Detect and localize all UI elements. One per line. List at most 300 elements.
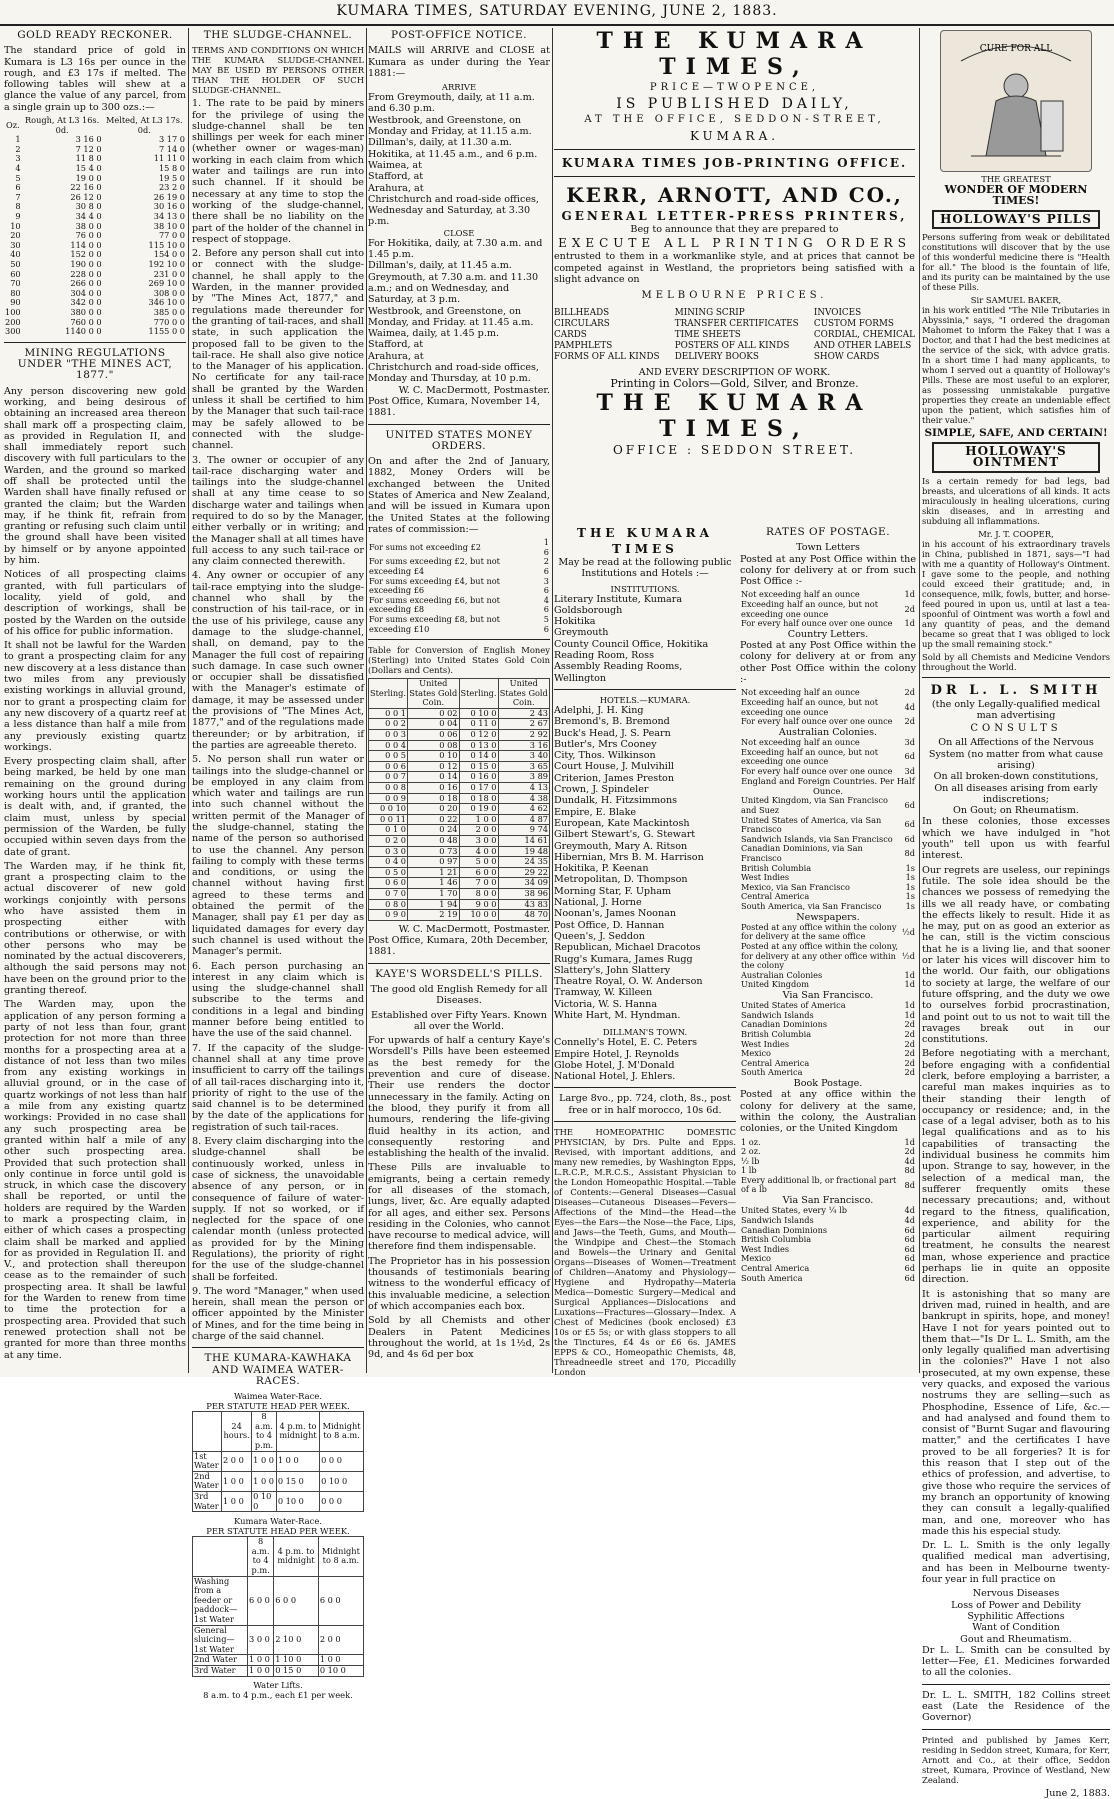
kaye-subtitle: The good old English Remedy for all Diseases. [370,983,548,1007]
oz-head: Oz. [6,119,20,130]
arrive-line: Waimea, at [368,159,422,171]
cell: 2nd Water [193,1471,222,1491]
cell: 0 12 [408,761,459,772]
conversion-row [369,804,550,815]
hygeia-engraving [941,31,1091,171]
divider [368,963,550,964]
regulation-paragraph: The Warden may, upon the application of any person forming a party of not less than four, grant protection for not more than three months for a prospecting area at a distance of not less than two miles from any existing workings in alluvial ground, or in the case of quartz workings of not less than half a mile from any existing quartz workings: Provided in no case shall any such prospecting area be granted within half a mile of any other such prospecting area. Provided that such protection shall only continue in force until gold is struck, in which case the discovery shall be reported, or until the holders are required by the Warden to mark a prospecting claim, in either of which cases a prospecting claim shall be marked and applied for as provided in Regulation II. and V., and protection shall thereupon cease as to the remainder of such prospecting area. It shall be lawful for the Warden to renew from time to time the protection for a prospecting area. Provided that such renewed protection shall not be granted for more than three months at any time. [4,999,186,1361]
cell: 6 0 0 [318,1576,363,1625]
print-item: TIME SHEETS [674,330,741,341]
cooper-text: in his account of his extraordinary travels in China, published in 1871, says—"I had with me a quantity of Holloway's Ointment. I gave some to the people, and nothing could exceed their gratitude; and, in consequence, milk, fowls, butter, and horse-feed poured in upon us, until at last a tea-spoonful of Ointment was worth a fowl and any quantity of peas, and the demand became so great that I was obliged to lock up the small remaining stock." [922,538,1110,649]
printing-colors: Printing in Colors—Gold, Silver, and Bronze. [610,377,859,391]
cell: 7 [15,191,21,202]
cell: 19 48 [498,846,549,857]
cell: 0 16 [408,783,459,794]
cell: 342 0 0 [70,297,102,308]
cell: 1 10 0 [274,1655,319,1666]
cell: United States of America [741,1000,846,1011]
rates-title: RATES OF POSTAGE. [765,526,891,538]
rate-row [740,717,916,727]
print-item: SHOW CARDS [813,352,880,363]
cell: 6 0 0 [459,867,498,878]
execute-line: EXECUTE ALL PRINTING ORDERS [558,236,911,251]
town-letters: Town Letters [796,542,860,554]
cell: 7 12 0 [75,143,102,154]
close-line: Dillman's, daily, at 11.45 a.m. [368,260,512,272]
cell: 8d [904,1165,915,1176]
imprint-date: June 2, 1883. [1045,1787,1110,1799]
times-published: IS PUBLISHED DAILY, [616,96,853,112]
seal-text: CURE FOR ALL [979,44,1053,54]
dr-paragraph: In these colonies, those excesses which we have indulged in "hot youth" tell upon us with fearful interest. [922,816,1110,862]
cell: 3 0 0 [459,836,498,847]
cell: 1155 0 0 [148,326,185,337]
close-line: Christchurch and road-side offices, Monday and Thursday, at 10 p.m. [368,362,539,385]
holloway-pills-banner: HOLLOWAY'S PILLS [932,210,1100,229]
conv-head: United States Gold Coin. [499,678,548,708]
cell: 1d [904,979,915,990]
cell: 300 [5,326,21,337]
conversion-row [369,899,550,910]
cell: 1 0 0 [248,1665,274,1676]
print-item: DELIVERY BOOKS [674,352,759,363]
sludge-paragraph: 9. The word "Manager," when used herein, shall mean the person or officer appointed by the Minister of Mines, and for the time being in charge of the said channel. [192,1285,364,1343]
print-items [554,308,915,363]
waimea-row [193,1471,364,1491]
cell: 6d [904,833,915,844]
close-label: CLOSE [443,227,475,238]
cell: 50 [10,258,21,269]
cell: 9 74 [498,825,549,836]
cell: 40 [10,249,21,260]
cell: 38 96 [498,888,549,899]
conversion-row [369,740,550,751]
close-list [368,238,550,385]
cell: 7 14 0 [158,143,185,154]
dr-paragraph: Dr. L. L. Smith is the only legally qualified medical man advertising, and has been in Melbourne twenty-four year in full practice on [922,1540,1110,1586]
cell: 0 15 0 [274,1665,319,1676]
cell: 1 [15,134,21,145]
cell: 15 8 0 [158,163,185,174]
cell: 0 73 [408,846,459,857]
arrive-line: Arahura, at [368,182,424,194]
sold-text: Sold by all Chemists and Medicine Vendors throughout the World. [922,651,1110,672]
conversion-row [369,708,550,719]
dr-line: On all diseases arising from early indiscretions; [934,782,1098,805]
column-sludge-channel [192,28,365,1700]
print-item: POSTERS OF ALL KINDS [674,341,790,352]
cell: West Indies [741,872,790,883]
conversion-place: Post Office, Kumara, 20th December, 1881. [368,935,549,958]
print-item: PAMPHLETS [554,341,613,352]
cell: 0 02 [408,708,459,719]
cell: 1 94 [408,899,459,910]
arrive-line: Hokitika, at 11.45 a.m., and 6 p.m. [368,148,538,160]
cell: 0 0 10 [369,804,408,815]
cell: 3 [15,153,21,164]
cell: 6d [904,1253,915,1264]
items-mid [675,308,799,363]
kaye-title: KAYE'S WORSDELL'S PILLS. [375,967,543,980]
cell: 0 10 [408,751,459,762]
column-rule [919,28,920,1373]
cell: 0 06 [408,730,459,741]
gold-table [4,116,186,337]
imprint: Printed and published by James Kerr, residing in Seddon street, Kumara, for Kerr, Arnott and Co., at their office, Seddon street, Kumara, Province of Westland, New Zealand. [922,1734,1110,1785]
print-item: AND OTHER LABELS [813,341,912,352]
divider [554,149,915,150]
sf-rates [740,1001,916,1078]
cell: 0 18 [408,793,459,804]
sludge-paragraph: 6. Each person purchasing an interest in any claim which is using the sludge-channel shall subscribe to the terms and conditions in a legal and binding manner before being entitled to have the use of the said channel. [192,960,364,1040]
cell: 114 0 0 [70,239,102,250]
read-title: THE KUMARA TIMES [577,526,713,556]
column-gold-reckoner [4,28,186,1370]
cell: 34 13 0 [153,211,185,222]
cell: 48 70 [498,910,549,921]
cell: 0 0 11 [369,814,408,825]
w-head: Midnight to 8 a.m. [320,1412,364,1451]
print-item: CORDIAL, CHEMICAL [813,330,915,341]
k-head: Midnight to 8 a.m. [318,1537,363,1576]
sludge-paragraph: 2. Before any person shall cut into or connect with the sludge-channel, he shall apply to the Warden, in the manner provided by "The Mines Act, 1877," and regulations made thereunder for the granting of tail-races, and shall state, in such application the proposed fall to be given to the tail-race. He shall also give notice to the Manager of his application. No certificate for any tail-race shall be granted by the Warden unless it shall be certified to him by the Manager that such tail-race may be safely allowed to be connected with the sludge-channel. [192,248,364,452]
cell: For sums exceeding £2, but not exceeding £4 [369,556,500,576]
water-races-title: THE KUMARA-KAWHAKA AND WAIMEA WATER-RACES. [204,1352,352,1387]
k-head: 4 p.m. to midnight [274,1537,319,1576]
cell: 76 0 0 [75,230,102,241]
kaye-paragraph: The Proprietor has in his possession thousands of testimonials bearing witness to the wonderful efficacy of this invaluable medicine, a selection of which accompanies each box. [368,1255,550,1312]
cell: 9 0 0 [459,899,498,910]
cell: Washing from a feeder or paddock—1st Water [193,1576,248,1625]
cell: 60 [10,268,21,279]
cell: 3 17 0 [158,134,185,145]
england-foreign: England and Foreign Countries. Per Half Ounce. [741,776,915,797]
cell: 2d [904,603,915,614]
dr-list [922,1588,1110,1644]
cell: 0 13 0 [459,740,498,751]
cell: 20 [10,230,21,241]
holloway-ointment-banner: HOLLOWAY'S OINTMENT [932,442,1100,473]
town-rates [740,590,916,628]
money-order-row [368,615,550,634]
gold-intro: The standard price of gold in Kumara is L3 16s per ounce in the rough, and £3 17s if melted. The following tables will shew at a glance the value of any parcel, from a single grain up to 300 ozs.:— [4,45,186,113]
hotel: European, Kate Mackintosh [554,817,690,829]
conversion-title: Table for Conversion of English Money (Sterling) into United States Gold Coin (Dollars and Cents). [368,645,550,676]
cell: South America [741,1272,803,1283]
cell: Exceeding half an ounce, but not exceeding one ounce [741,599,879,619]
money-orders-title: UNITED STATES MONEY ORDERS. [385,428,533,452]
cell: 2 0 0 [318,1625,363,1655]
cell: 2d [904,1067,915,1078]
cell: 2d [904,1038,915,1049]
eng-rates [740,796,916,911]
cell: 2 6 [543,556,549,576]
water-lifts-text: 8 a.m. to 4 p.m., each £1 per week. [203,1689,353,1700]
greatest: THE GREATEST [981,174,1051,184]
column-rule [552,28,553,1373]
cell: 770 0 0 [153,316,185,327]
kaye-body [368,1035,550,1360]
cell: 0 6 0 [369,878,408,889]
cell: 266 0 0 [70,278,102,289]
masthead: KUMARA TIMES, SATURDAY EVENING, JUNE 2, 1883. [0,0,1114,26]
dr-line: On all Affections of the Nervous System (no matter from what cause arising) [928,737,1104,771]
cell: 0 24 [408,825,459,836]
sludge-paragraph: 1. The rate to be paid by miners for the privilege of using the sludge-channel shall be ten shillings per week for each miner (whether owner or wages-man) working in each claim from which water and tailings are run into such channel. If it should be necessary at any time to stop the working of the sludge-channel, there shall be no liability on the part of the holder of the channel in respect of stoppage. [192,98,364,245]
cell: Canadian Dominions [741,1019,828,1030]
cell: 6 0 0 [248,1576,274,1625]
cell: 3 16 0 [75,134,102,145]
rate-row [740,1068,916,1078]
mining-regulations-body [4,386,186,1361]
newspapers-head: Newspapers. [796,911,860,923]
cell: 308 0 0 [153,287,185,298]
institution: Reading Room, Ross [554,650,655,662]
cell: Posted at any office within the colony for delivery at the same office [741,921,897,942]
cell: For every half ounce over one ounce [741,716,893,727]
close-line: Westbrook, and Greenstone, on Monday, and Friday. at 11.45 a.m. [368,305,534,328]
cell: General sluicing—1st Water [193,1625,248,1655]
column-postage-rates [740,525,916,1370]
dillman-head: DILLMAN'S TOWN. [602,1027,688,1038]
close-line: Arahura, at [368,350,424,362]
rate-row [740,600,916,619]
print-item: TRANSFER CERTIFICATES [674,319,799,330]
cell: 0 17 0 [459,783,498,794]
cell: 0 7 0 [369,888,408,899]
divider [192,1347,364,1348]
divider [368,639,550,640]
aus-rates [740,738,916,776]
cell: 0 2 0 [369,836,408,847]
cell: 2nd Water [193,1655,248,1666]
dr-body [922,816,1110,1585]
cell: 10 0 0 [459,910,498,921]
column-rule [366,28,367,1373]
conversion-row [369,761,550,772]
cell: 0 0 0 [320,1492,364,1512]
cell: Central America [741,1262,810,1273]
kumara-race-table [192,1536,364,1676]
sludge-paragraph: 7. If the capacity of the sludge-channel shall at any time prove insufficient to carry off the tailings of all tail-races discharging into it, priority of right to the use of the said channel is to be determined by the date of the applications for registration of such tail-races. [192,1042,364,1133]
cell: 2 0 0 [459,825,498,836]
print-item: BILLHEADS [554,308,610,319]
cell: 1 lb [741,1165,757,1176]
cell: 34 09 [498,878,549,889]
cell: 269 10 0 [148,278,185,289]
cell: 0 22 [408,814,459,825]
hotel: White Hart, M. Hyndman. [554,1009,681,1021]
conversion-table [368,678,550,921]
cell: 2d [904,1029,915,1040]
column-holloway-smith [922,28,1110,1799]
cell: 3 89 [498,772,549,783]
cell: 152 0 0 [70,249,102,260]
conversion-row [369,888,550,899]
cell: 2 oz. [741,1146,761,1157]
rate-row [740,619,916,629]
cell: 4 [15,163,21,174]
print-item: CARDS [554,330,587,341]
institution: County Council Office, Hokitika [554,638,709,650]
cell: 0 8 0 [369,899,408,910]
cell: 0 10 0 [459,708,498,719]
cell: British Columbia [741,1234,812,1245]
dr-subtitle: (the only Legally-qualified medical man advertising [931,698,1101,722]
gold-row [4,327,186,337]
conversion-row [369,772,550,783]
cell: 0 1 0 [369,825,408,836]
cooper-head: Mr. J. T. COOPER, [978,528,1054,539]
firm-name: KERR, ARNOTT, AND CO., [566,183,903,207]
cell: 0 04 [408,719,459,730]
waimea-title: Waimea Water-Race. [234,1391,322,1402]
cell: 5 6 [543,613,549,634]
conversion-row [369,814,550,825]
dr-line: On Gout; on Rheumatism. [953,805,1079,817]
book-postage: Book Postage. [793,1078,863,1090]
cell: 1d [904,969,915,980]
hotel: National, J. Horne [554,897,642,909]
cell: West Indies [741,1243,790,1254]
cell: 4d [904,1214,915,1225]
close-line: Stafford, at [368,339,424,351]
arrive-label: ARRIVE [441,82,477,93]
per-head-label: PER STATUTE HEAD PER WEEK. [206,1526,350,1537]
conv-head: Sterling. [369,679,408,709]
cell: 2d [904,1146,915,1157]
cell: For every half ounce over one ounce [741,618,893,629]
times-price: PRICE—TWOPENCE, [649,82,820,93]
times-town: KUMARA. [689,129,780,143]
every-additional [740,1176,916,1195]
cell: 6d [904,819,915,830]
cell: 0 15 0 [276,1471,319,1491]
cell: 0 12 0 [459,730,498,741]
print-item: MINING SCRIP [674,308,745,319]
cell: 0 0 6 [369,761,408,772]
cell: 0 0 3 [369,730,408,741]
cell: 1s [905,900,915,911]
conversion-row [369,910,550,921]
hotel: Republican, Michael Dracotos [554,942,701,954]
cell: 0 10 0 [276,1492,319,1512]
cell: 1d [904,1136,915,1147]
cell: 228 0 0 [70,268,102,279]
regulation-paragraph: Any person discovering new gold working, and being desirous of obtaining an increased area thereon shall mark off a prospecting claim, as provided in Regulation II, and shall immediately report such discovery with full particulars to the Warden, and the ground so marked off shall be protected until the Warden shall have finally refused or granted the claim; but the Warden may, if he think fit, refrain from granting or refusing such claim until the ground shall have been visited by himself or by anyone appointed by him. [4,385,186,567]
w-head: 8 a.m. to 4 p.m. [252,1412,277,1451]
cell: 1s [905,862,915,873]
conversion-row [369,878,550,889]
cell: 5 0 0 [459,857,498,868]
cell: 1 21 [408,867,459,878]
cell: 115 10 0 [148,239,185,250]
rate-row [740,1157,916,1167]
cell: 1 0 0 [318,1655,363,1666]
conversion-row [369,793,550,804]
rate-row [740,796,916,815]
cell: 1 0 0 [276,1451,319,1471]
cell: 3 65 [498,761,549,772]
cell: 6d [904,1234,915,1245]
cell: 1140 0 0 [65,326,102,337]
cell: 15 4 0 [75,163,102,174]
waimea-table [192,1411,364,1512]
hotel: Court House, J. Mulvihill [554,761,674,773]
dillman-hotel: Globe Hotel, J. M'Donald [554,1059,675,1071]
cell: South America, via San Francisco [741,900,882,911]
waimea-row [193,1451,364,1471]
cell: For sums not exceeding £2 [369,541,481,552]
divider [4,342,186,343]
cell: Central America [741,891,810,902]
institutions-list [554,594,736,684]
cell: Posted at any office within the colony, for delivery at any other office within the colony [741,941,899,971]
cell: 2d [904,1019,915,1030]
holloway-seal [940,30,1092,172]
cell: 192 10 0 [148,258,185,269]
country-letters: Country Letters. [787,628,869,640]
regulation-paragraph: It shall not be lawful for the Warden to grant a prospecting claim for any new discovery at a less distance than two miles from any previously existing workings in alluvial ground, nor to grant a prospecting claim for any new discovery of a quartz reef at a less distance than half a mile from any previously existing quartz workings. [4,640,186,753]
beg-line: Beg to announce that they are prepared to [630,224,839,235]
cell: 1d [904,618,915,629]
cell: For every half ounce over one ounce [741,765,893,776]
cell: 0 15 0 [459,761,498,772]
cell: 0 0 9 [369,793,408,804]
hotel: Crown, J. Spindeler [554,784,649,796]
cell: For sums exceeding £8, but not exceeding £10 [369,613,500,634]
cell: 70 [10,278,21,289]
hotel: Gilbert Stewart's, G. Stewart [554,829,696,841]
cell: 0 0 5 [369,751,408,762]
baker-text: in his work entitled "The Nile Tributaries in Abyssinia," says, "I ordered the dragoman Mahomet to inform the Fakey that I was a Doctor, and that I had the best medicines at the service of the sick, with advice gratis. In a short time I had many applicants, to whom I served out a quantity of Holloway's Pills. These are most useful to an explorer, as possessing unmistakable purgative properties they create an undeniable effect upon the patient, which satisfies him of their value." [922,304,1110,425]
dr-list-item: Nervous Diseases [972,1588,1060,1600]
rate-row [740,1147,916,1157]
cell: 11 8 0 [75,153,102,164]
book-rates [740,1138,916,1176]
institution: Goldsborough [554,604,623,616]
cell: Exceeding half an ounce, but not exceeding one ounce [741,696,879,717]
column-readers [554,525,736,1378]
cell: 0 9 0 [369,910,408,921]
rate-row [740,1274,916,1284]
cell: 1s [905,872,915,883]
cell: 1 70 [408,888,459,899]
cell: 80 [10,287,21,298]
cell: Mexico [741,1048,771,1059]
hotel: Victoria, W. S. Hanna [554,998,658,1010]
dr-list-item: Gout and Rheumatism. [960,1633,1072,1645]
cell: British Columbia [741,862,812,873]
conversion-row [369,867,550,878]
regulation-paragraph: Every prospecting claim shall, after being marked, be held by one man remaining on the ground during working hours until the application is dealt with, and, if granted, the claim must, unless by special permission of the Warden, be fully occupied within seven days from the date of grant. [4,756,186,858]
cell: 4 6 [543,594,549,615]
cell: Sandwich Islands [741,1214,814,1225]
times-title: THE KUMARA TIMES, [596,28,873,80]
kaye-paragraph: For upwards of half a century Kaye's Worsdell's Pills have been esteemed as the best remedy for the prevention and cure of disease. Their use renders the doctor unnecessary in the family. Acting on the blood, they purify it from all humours, rendering the life-giving fluid healthy in its action, and consequently restoring and establishing the health of the invalid. [368,1035,550,1160]
cell: 1st Water [193,1451,222,1471]
australian-colonies: Australian Colonies. [778,726,878,738]
rough-head: Rough, At L3 16s. 0d. [25,115,100,135]
cell: 0 14 [408,772,459,783]
cell: Australian Colonies [741,969,823,980]
cell: 4d [904,701,915,712]
cell: 1 oz. [741,1136,761,1147]
cell: 6d [904,800,915,811]
per-head-label: PER STATUTE HEAD PER WEEK. [206,1401,350,1412]
cell: 3d [904,765,915,776]
conversion-row [369,836,550,847]
